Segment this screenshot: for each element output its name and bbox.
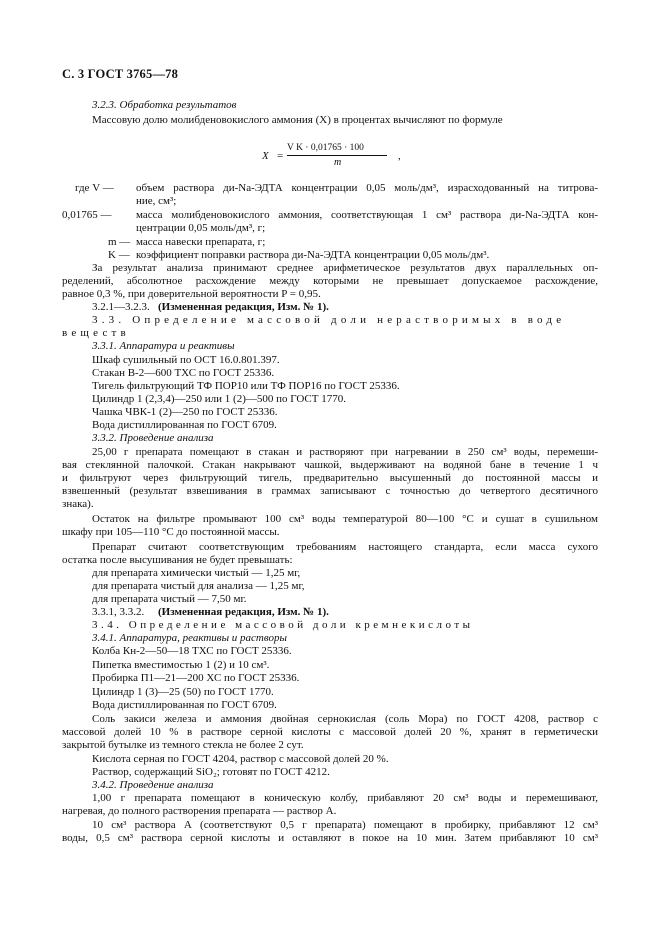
- body-line: закрытой бутылке из темного стекла не более 2 сут.: [62, 739, 304, 751]
- list-item: для препарата чистый — 7,50 мг.: [92, 593, 247, 605]
- section-heading: 3.3. Определение массовой доли нерастворимых в воде: [92, 314, 566, 326]
- subsection-heading: 3.3.1. Аппаратура и реактивы: [92, 340, 235, 352]
- body-line: остатка после высушивания не будет превышать:: [62, 554, 293, 566]
- legend-term: m —: [108, 236, 131, 248]
- list-item: Чашка ЧВК-1 (2)—250 по ГОСТ 25336.: [92, 406, 278, 418]
- list-item: Вода дистиллированная по ГОСТ 6709.: [92, 699, 277, 711]
- amendment-ref: 3.3.1, 3.3.2.: [92, 606, 145, 618]
- formula-denominator: m: [334, 157, 342, 168]
- formula-tail: ,: [398, 150, 401, 162]
- body-line: Соль закиси железа и аммония двойная сернокислая (соль Мора) по ГОСТ 4208, раствор с: [92, 713, 598, 725]
- body-line: 10 см³ раствора А (соответствуют 0,5 г препарата) помещают в пробирку, прибавляют 12 см³: [92, 819, 598, 831]
- legend-text: объем раствора ди-Na-ЭДТА концентрации 0,05 моль/дм³, израсходованный на титрова-: [136, 182, 598, 194]
- legend-text: ние, см³;: [136, 195, 177, 207]
- body-line: воды, 0,5 см³ раствора серной кислоты и оставляют в покое на 10 мин. Затем прибавляют 10 см³: [62, 832, 598, 844]
- list-item: Цилиндр 1 (3)—25 (50) по ГОСТ 1770.: [92, 686, 274, 698]
- formula-eq: =: [277, 150, 284, 162]
- legend-text: коэффициент поправки раствора ди-Na-ЭДТА концентрации 0,05 моль/дм³.: [136, 249, 490, 261]
- list-item: Шкаф сушильный по ОСТ 16.0.801.397.: [92, 354, 280, 366]
- section-heading: веществ: [62, 327, 130, 339]
- formula: [262, 143, 412, 173]
- body-line: Препарат считают соответствующим требованиям настоящего стандарта, если масса сухого: [92, 541, 598, 553]
- legend-term: где V —: [75, 182, 114, 194]
- formula-lhs: X: [262, 150, 269, 162]
- list-item: для препарата химически чистый — 1,25 мг,: [92, 567, 301, 579]
- list-item: Тигель фильтрующий ТФ ПОР10 или ТФ ПОР16 по ГОСТ 25336.: [92, 380, 400, 392]
- body-line: Массовую долю молибденовокислого аммония (X) в процентах вычисляют по формуле: [92, 114, 503, 126]
- list-item: Цилиндр 1 (2,3,4)—250 или 1 (2)—500 по ГОСТ 1770.: [92, 393, 346, 405]
- body-line: вая стеклянной палочкой. Стакан накрывают чашкой, выдерживают на водяной бане в течение 1 ч: [62, 459, 598, 471]
- formula-numerator: V K · 0,01765 · 100: [287, 143, 364, 153]
- list-item: Кислота серная по ГОСТ 4204, раствор с массовой долей 20 %.: [92, 753, 389, 765]
- amendment-note: (Измененная редакция, Изм. № 1).: [158, 606, 329, 618]
- list-item: для препарата чистый для анализа — 1,25 мг,: [92, 580, 305, 592]
- list-item: Пипетка вместимостью 1 (2) и 10 см³.: [92, 659, 270, 671]
- body-line: и фильтруют через фильтрующий тигель, предварительно высушенный до постоянной массы и: [62, 472, 598, 484]
- body-line: взвешенный (результат взвешивания в граммах записывают с точностью до четвертого десятичного: [62, 485, 598, 497]
- body-line: шкафу при 105—110 °С до постоянной массы.: [62, 526, 280, 538]
- body-line: знака).: [62, 498, 94, 510]
- legend-term: K —: [108, 249, 130, 261]
- body-line: нагревая, до полного растворения препарата — раствор А.: [62, 805, 337, 817]
- section-heading: 3.2.3. Обработка результатов: [92, 99, 237, 111]
- body-line: За результат анализа принимают среднее арифметическое результатов двух параллельных оп-: [92, 262, 598, 274]
- legend-text: масса навески препарата, г;: [136, 236, 266, 248]
- body-line: равное 0,3 %, при доверительной вероятности P = 0,95.: [62, 288, 321, 300]
- legend-text: центрации 0,05 моль/дм³, г;: [136, 222, 266, 234]
- legend-term: 0,01765 —: [62, 209, 112, 221]
- list-item: Стакан В-2—600 ТХС по ГОСТ 25336.: [92, 367, 275, 379]
- body-line: Остаток на фильтре промывают 100 см³ воды температурой 80—100 °С и сушат в сушильном: [92, 513, 598, 525]
- subsection-heading: 3.4.1. Аппаратура, реактивы и растворы: [92, 632, 287, 644]
- list-item: Раствор, содержащий SiO₂; готовят по ГОСТ 4212.: [92, 766, 330, 778]
- body-line: массовой долей 10 % в растворе серной кислоты с массовой долей 20 %, хранят в герметически: [62, 726, 598, 738]
- page-header: С. 3 ГОСТ 3765—78: [62, 67, 179, 81]
- amendment-ref: 3.2.1—3.2.3.: [92, 301, 150, 313]
- subsection-heading: 3.4.2. Проведение анализа: [92, 779, 214, 791]
- section-heading: 3.4. Определение массовой доли кремнекислоты: [92, 619, 474, 631]
- list-item: Пробирка П1—21—200 ХС по ГОСТ 25336.: [92, 672, 300, 684]
- amendment-note: (Измененная редакция, Изм. № 1).: [158, 301, 329, 313]
- body-line: 1,00 г препарата помещают в коническую колбу, прибавляют 20 см³ воды и перемешивают,: [92, 792, 598, 804]
- fraction-bar: [287, 155, 387, 156]
- body-line: 25,00 г препарата помещают в стакан и растворяют при нагревании в 250 см³ воды, перемеши-: [92, 446, 598, 458]
- body-line: ределений, абсолютное расхождение между которыми не превышает допускаемое расхождение,: [62, 275, 598, 287]
- subsection-heading: 3.3.2. Проведение анализа: [92, 432, 214, 444]
- legend-text: масса молибденовокислого аммония, соответствующая 1 см³ раствора ди-Na-ЭДТА кон-: [136, 209, 598, 221]
- list-item: Колба Кн-2—50—18 ТХС по ГОСТ 25336.: [92, 645, 292, 657]
- list-item: Вода дистиллированная по ГОСТ 6709.: [92, 419, 277, 431]
